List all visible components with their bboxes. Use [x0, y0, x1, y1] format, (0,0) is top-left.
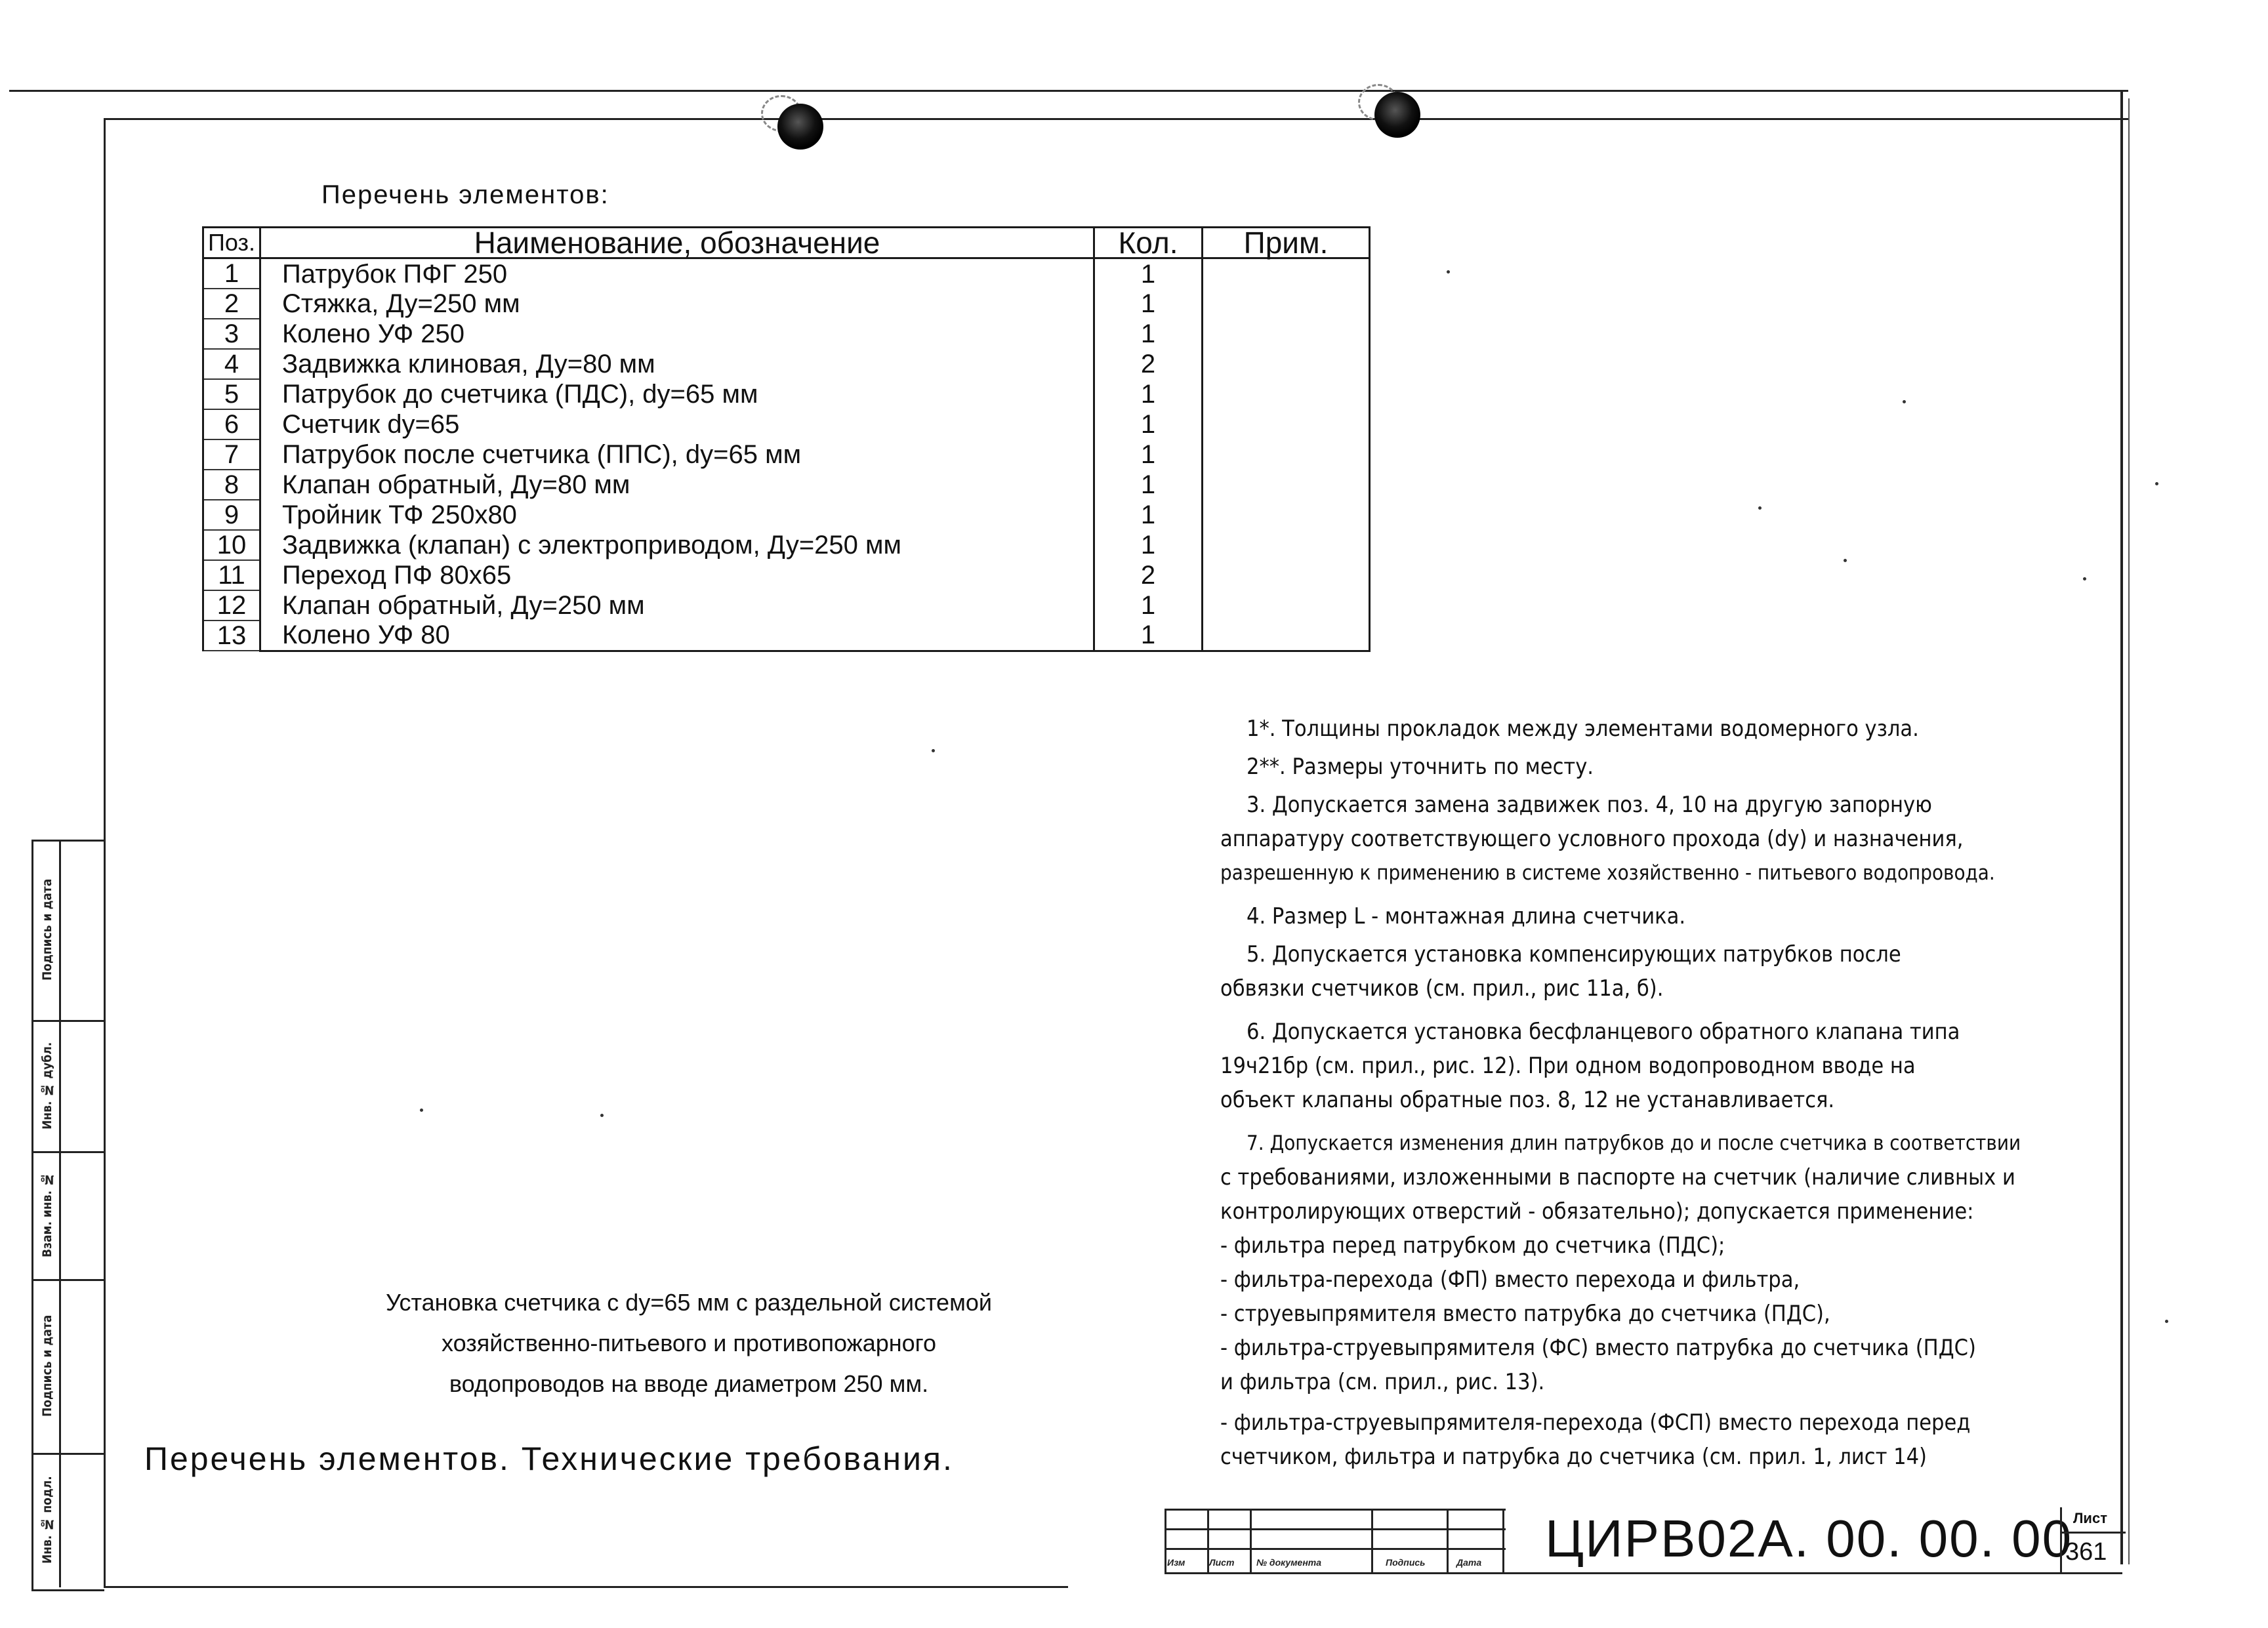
frame-bottom-border-right	[1165, 1572, 2122, 1574]
note-7-item: - фильтра-струевыпрямителя-перехода (ФСП) вместо перехода перед	[1220, 1410, 1971, 1436]
table-row	[203, 470, 1370, 500]
note-7-item: - струевыпрямителя вместо патрубка до счетчика (ПДС),	[1220, 1301, 1830, 1327]
side-stamp-row-line	[31, 1453, 104, 1455]
cell-pos: 4	[203, 349, 260, 379]
cell-qty: 1	[1094, 621, 1203, 651]
cell-note	[1203, 621, 1370, 651]
cell-name: Стяжка, Ду=250 мм	[260, 289, 1094, 319]
cell-pos: 6	[203, 409, 260, 439]
cell-qty: 1	[1094, 289, 1203, 319]
frame-right-border-inner	[2128, 98, 2130, 1564]
cell-name: Патрубок ПФГ 250	[260, 258, 1094, 289]
title-block-line	[1165, 1528, 1506, 1530]
column-header-qty: Кол.	[1094, 228, 1203, 258]
table-header-row	[203, 228, 1370, 258]
note-5-line: 5. Допускается установка компенсирующих патрубков после	[1247, 941, 1901, 967]
caption-line: Установка счетчика с dy=65 мм с раздельной системой	[386, 1289, 992, 1316]
title-block-line	[1502, 1509, 1504, 1574]
table-row	[203, 500, 1370, 530]
cell-note	[1203, 530, 1370, 560]
note-5-line: обвязки счетчиков (см. прил., рис 11а, б).	[1220, 975, 1664, 1002]
cell-name: Тройник ТФ 250х80	[260, 500, 1094, 530]
side-stamp-duplicate-inventory: Инв. № дубл.	[40, 1042, 54, 1129]
sheet-number-box-divider	[2060, 1532, 2126, 1534]
cell-qty: 2	[1094, 349, 1203, 379]
cell-name: Клапан обратный, Ду=80 мм	[260, 470, 1094, 500]
punch-hole-icon	[1374, 92, 1420, 138]
note-1: 1*. Толщины прокладок между элементами водомерного узла.	[1247, 716, 1919, 742]
cell-note	[1203, 289, 1370, 319]
title-block-line	[1447, 1509, 1449, 1574]
side-stamp-row-line	[31, 1279, 104, 1281]
scan-speck	[2165, 1320, 2168, 1323]
cell-name: Патрубок после счетчика (ППС), dy=65 мм	[260, 439, 1094, 470]
title-block-col-doc: № документа	[1256, 1557, 1322, 1568]
cell-name: Колено УФ 250	[260, 319, 1094, 349]
cell-name: Счетчик dy=65	[260, 409, 1094, 439]
cell-pos: 7	[203, 439, 260, 470]
cell-name: Колено УФ 80	[260, 621, 1094, 651]
table-row	[203, 319, 1370, 349]
caption-line: хозяйственно-питьевого и противопожарного	[442, 1330, 936, 1356]
cell-qty: 1	[1094, 319, 1203, 349]
note-7-item: счетчиком, фильтра и патрубка до счетчика (см. прил. 1, лист 14)	[1220, 1444, 1927, 1470]
side-stamp-signature-date: Подпись и дата	[40, 878, 54, 981]
note-2: 2**. Размеры уточнить по месту.	[1247, 754, 1594, 780]
note-6-line: объект клапаны обратные поз. 8, 12 не устанавливается.	[1220, 1087, 1835, 1113]
elements-list-heading: Перечень элементов:	[321, 180, 609, 209]
scan-speck	[932, 749, 935, 752]
table-row	[203, 560, 1370, 590]
drawing-caption	[249, 1282, 1128, 1404]
note-3	[1220, 788, 2093, 890]
note-7-item: - фильтра-перехода (ФП) вместо перехода и фильтра,	[1220, 1267, 1800, 1293]
cell-pos: 8	[203, 470, 260, 500]
cell-pos: 10	[203, 530, 260, 560]
cell-pos: 13	[203, 621, 260, 651]
cell-pos: 9	[203, 500, 260, 530]
cell-qty: 1	[1094, 590, 1203, 621]
scan-speck	[1447, 270, 1450, 274]
cell-pos: 1	[203, 258, 260, 289]
table-row	[203, 530, 1370, 560]
sheet-label: Лист	[2073, 1510, 2107, 1526]
cell-qty: 1	[1094, 409, 1203, 439]
punch-hole-icon	[777, 104, 823, 150]
sheet-number: 361	[2065, 1538, 2107, 1566]
note-6-line: 6. Допускается установка бесфланцевого обратного клапана типа	[1247, 1019, 1960, 1045]
title-block-col-sign: Подпись	[1386, 1557, 1426, 1568]
side-stamp-replaced-inventory: Взам. инв. №	[40, 1172, 54, 1258]
note-4: 4. Размер L - монтажная длина счетчика.	[1247, 903, 1686, 929]
side-stamp-row-line	[31, 1020, 104, 1022]
note-7-item: - фильтра перед патрубком до счетчика (ПДС);	[1220, 1232, 1725, 1259]
sheet-title: Перечень элементов. Технические требования.	[144, 1440, 954, 1477]
table-row	[203, 289, 1370, 319]
title-block-col-list: Лист	[1209, 1557, 1235, 1568]
frame-top-border	[104, 118, 2128, 120]
document-code: ЦИРВ02А. 00. 00. 00	[1545, 1509, 2073, 1568]
side-stamp-signature-date-2: Подпись и дата	[40, 1314, 54, 1417]
table-row	[203, 409, 1370, 439]
cell-note	[1203, 379, 1370, 409]
title-block-line	[1165, 1548, 1506, 1550]
cell-note	[1203, 319, 1370, 349]
cell-note	[1203, 500, 1370, 530]
side-stamp-divider	[59, 840, 61, 1587]
column-header-name: Наименование, обозначение	[260, 228, 1094, 258]
column-header-pos: Поз.	[203, 228, 260, 258]
frame-bottom-border	[104, 1586, 1068, 1588]
cell-qty: 1	[1094, 470, 1203, 500]
table-row	[203, 379, 1370, 409]
note-7-line: контролирующих отверстий - обязательно); допускается применение:	[1220, 1198, 1974, 1225]
cell-pos: 5	[203, 379, 260, 409]
scan-speck	[420, 1109, 423, 1112]
note-6	[1220, 1015, 2093, 1117]
title-block-line	[1165, 1509, 1506, 1511]
table-row	[203, 349, 1370, 379]
cell-note	[1203, 349, 1370, 379]
note-3-line: аппаратуру соответствующего условного прохода (dy) и назначения,	[1220, 826, 1964, 852]
cell-pos: 3	[203, 319, 260, 349]
cell-qty: 2	[1094, 560, 1203, 590]
table-row	[203, 439, 1370, 470]
cell-pos: 2	[203, 289, 260, 319]
cell-qty: 1	[1094, 258, 1203, 289]
cell-qty: 1	[1094, 439, 1203, 470]
cell-name: Задвижка клиновая, Ду=80 мм	[260, 349, 1094, 379]
cell-note	[1203, 470, 1370, 500]
caption-line: водопроводов на вводе диаметром 250 мм.	[449, 1370, 929, 1397]
cell-qty: 1	[1094, 530, 1203, 560]
table-row	[203, 621, 1370, 651]
sheet-top-edge-line	[9, 90, 2128, 92]
scan-speck	[2155, 482, 2158, 485]
scan-speck	[1844, 559, 1847, 562]
cell-note	[1203, 258, 1370, 289]
note-7-line: 7. Допускается изменения длин патрубков до и после счетчика в соответствии	[1247, 1131, 2021, 1155]
note-3-line: 3. Допускается замена задвижек поз. 4, 10 на другую запорную	[1247, 792, 1932, 818]
note-7-line: с требованиями, изложенными в паспорте на счетчик (наличие сливных и	[1220, 1164, 2015, 1190]
scan-speck	[1903, 400, 1906, 403]
cell-pos: 12	[203, 590, 260, 621]
title-block-col-izm: Изм	[1167, 1557, 1186, 1568]
scan-speck	[600, 1114, 604, 1117]
technical-requirements-notes	[1220, 712, 2093, 1474]
side-stamp-row-line	[31, 1151, 104, 1153]
table-row	[203, 258, 1370, 289]
cell-name: Клапан обратный, Ду=250 мм	[260, 590, 1094, 621]
cell-name: Патрубок до счетчика (ПДС), dy=65 мм	[260, 379, 1094, 409]
cell-note	[1203, 590, 1370, 621]
cell-note	[1203, 409, 1370, 439]
cell-qty: 1	[1094, 379, 1203, 409]
side-stamp-original-inventory: Инв. № подл.	[40, 1476, 54, 1564]
note-3-line: разрешенную к применению в системе хозяйственно - питьевого водопровода.	[1220, 861, 1995, 885]
scan-speck	[2083, 577, 2086, 580]
cell-pos: 11	[203, 560, 260, 590]
title-block-line	[1165, 1509, 1166, 1574]
title-block-line	[1371, 1509, 1373, 1574]
cell-note	[1203, 439, 1370, 470]
note-7-item: - фильтра-струевыпрямителя (ФС) вместо патрубка до счетчика (ПДС)	[1220, 1335, 1976, 1361]
cell-name: Задвижка (клапан) с электроприводом, Ду=250 мм	[260, 530, 1094, 560]
column-header-note: Прим.	[1203, 228, 1370, 258]
note-7-item: и фильтра (см. прил., рис. 13).	[1220, 1369, 1545, 1395]
title-block-line	[1250, 1509, 1252, 1574]
cell-note	[1203, 560, 1370, 590]
table-row	[203, 590, 1370, 621]
scan-speck	[1758, 506, 1762, 510]
title-block-col-date: Дата	[1456, 1557, 1482, 1568]
elements-table	[202, 226, 1371, 652]
cell-qty: 1	[1094, 500, 1203, 530]
note-6-line: 19ч21бр (см. прил., рис. 12). При одном водопроводном вводе на	[1220, 1053, 1916, 1079]
note-7	[1220, 1126, 2093, 1474]
frame-right-border	[2120, 92, 2123, 1564]
note-5	[1220, 937, 2093, 1006]
cell-name: Переход ПФ 80х65	[260, 560, 1094, 590]
